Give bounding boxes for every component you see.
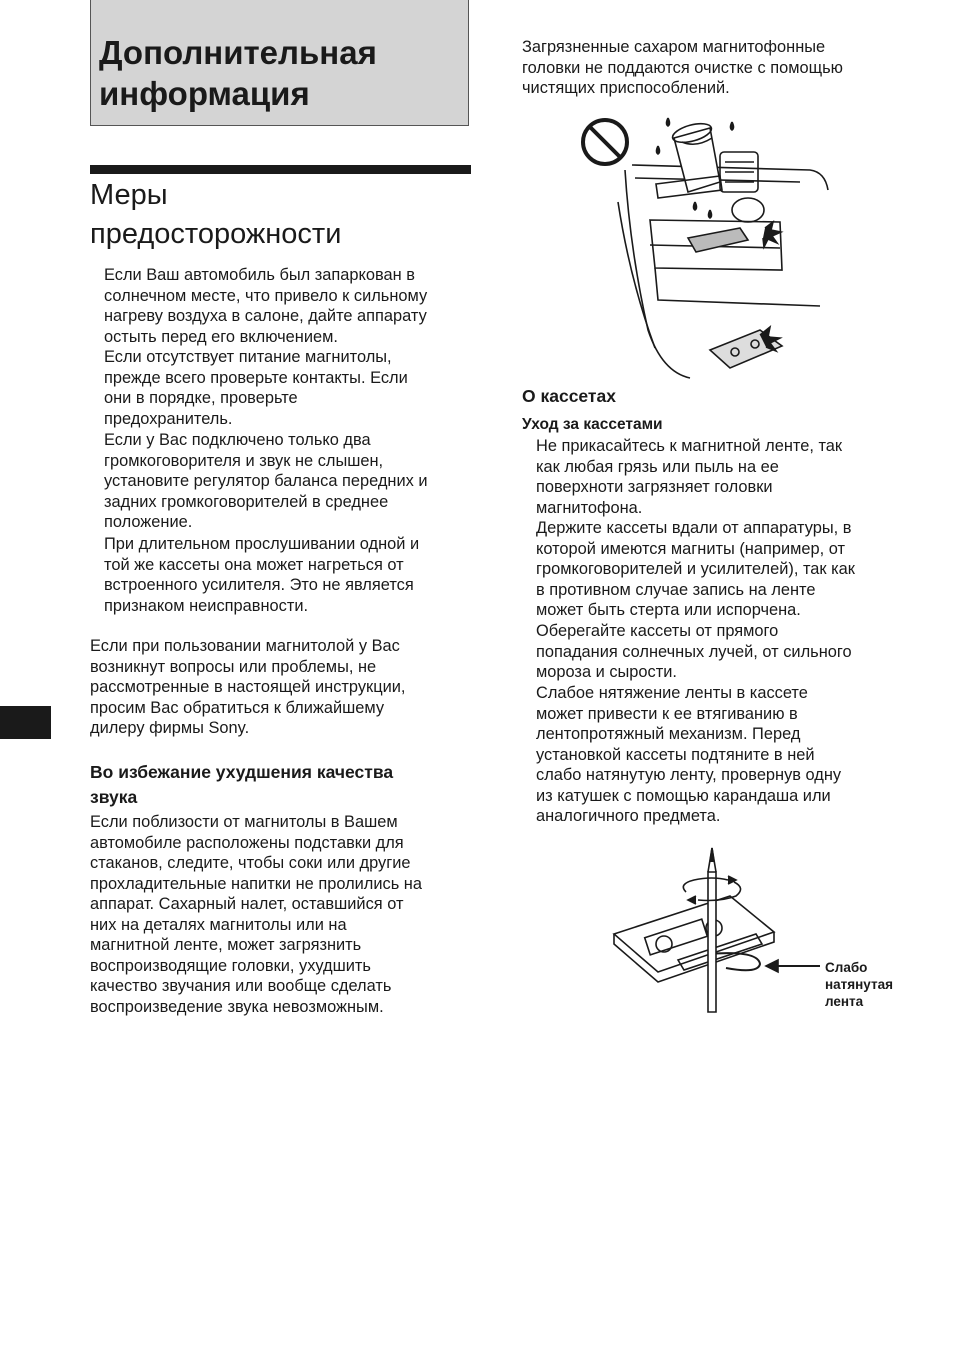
cassette-care-item: Оберегайте кассеты от прямого попадания солнечных лучей, от сильного мороза и сырости. bbox=[536, 622, 852, 681]
section-title: Меры предосторожности bbox=[90, 179, 342, 250]
spilled-drink-illustration bbox=[570, 110, 832, 380]
contact-paragraph: Если при пользовании магнитолой у Вас возникнут вопросы или проблемы, не рассмотренные в настоящей инструкции, просим Вас обратиться к ближайшему дилеру фирмы Sony. bbox=[90, 637, 406, 737]
sound-quality-heading: Во избежание ухудшения качества звука bbox=[90, 762, 394, 807]
sugar-heads-paragraph: Загрязненные сахаром магнитофонные головки не поддаются очистке с помощью чистящих приспособлений. bbox=[522, 38, 843, 97]
section-rule bbox=[90, 165, 471, 174]
cassette-care-item: Не прикасайтесь к магнитной ленте, так как любая грязь или пыль на ее поверхноти загрязняет головки магнитофона. bbox=[536, 437, 843, 517]
slack-tape-label: Слабо натянутая лента bbox=[825, 960, 893, 1009]
pencil-cassette-illustration bbox=[608, 840, 824, 1020]
chapter-header-box bbox=[90, 0, 469, 126]
precaution-item: Если у Вас подключено только два громкоговорителя и звук не слышен, установите регулятор баланса передних и задних громкоговорителей в среднее положение. bbox=[104, 431, 428, 531]
prohibited-icon bbox=[583, 120, 627, 164]
cassettes-heading: О кассетах bbox=[522, 386, 616, 406]
precaution-item: Если Ваш автомобиль был запаркован в солнечном месте, что привело к сильному нагреву воздуха в салоне, дайте аппарату остыть перед его включением. bbox=[104, 266, 428, 346]
side-tab-marker bbox=[0, 706, 51, 739]
cassette-care-item: Держите кассеты вдали от аппаратуры, в которой имеются магниты (например, от громкоговорителей и усилителей), так как в противном случае запись на ленте может быть стерта или испорчена. bbox=[536, 519, 855, 619]
sound-quality-paragraph: Если поблизости от магнитолы в Вашем автомобиле расположены подставки для стаканов, следите, чтобы соки или другие прохладительные напитки не пролились на аппарат. Сахарный налет, оставшийся от них на деталях магнитолы или на магнитной ленте, может загрязнить воспроизводящие головки, ухудшить качество звучания или вообще сделать воспроизведение звука невозможным. bbox=[90, 813, 422, 1016]
chapter-title: Дополнительная информация bbox=[99, 34, 377, 112]
precaution-item: При длительном прослушивании одной и той же кассеты она может нагреться от встроенного усилителя. Это не является признаком неисправности. bbox=[104, 535, 420, 615]
precaution-item: Если отсутствует питание магнитолы, прежде всего проверьте контакты. Если они в порядке, проверьте предохранитель. bbox=[104, 348, 408, 428]
cassette-care-heading: Уход за кассетами bbox=[522, 416, 663, 433]
cassette-care-item: Слабое нятяжение ленты в кассете может привести к ее втягиванию в лентопротяжный механизм. Перед установкой кассеты подтяните в ней слабо натянутую ленту, провернув одну из катушек с помощью карандаша или аналогичного предмета. bbox=[536, 684, 842, 825]
